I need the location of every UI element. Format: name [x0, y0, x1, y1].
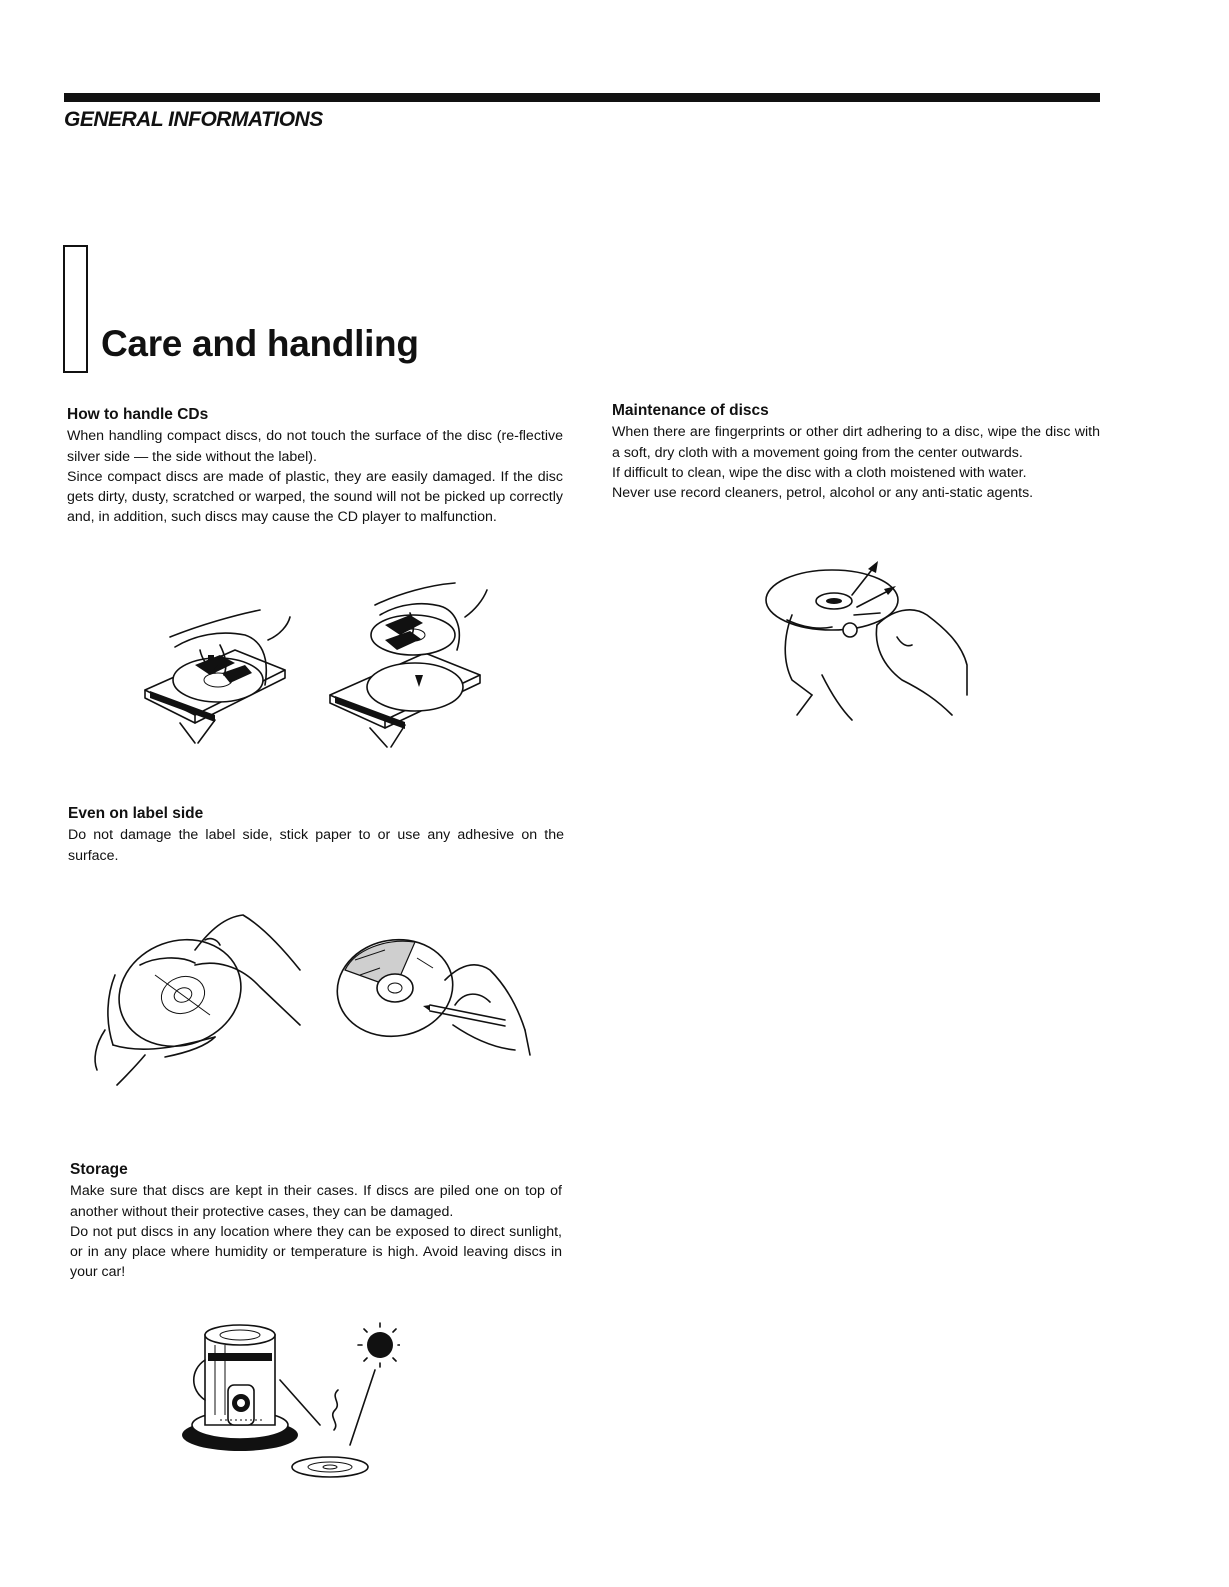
section-paragraph: Do not put discs in any location where they can be exposed to direct sunlight, or in any place where humidity or temperature is high. Avoid leaving discs in your car! — [70, 1223, 562, 1281]
hand-holding-disc-icon — [85, 905, 310, 1090]
chapter-title: Care and handling — [101, 323, 419, 364]
hand-wiping-disc-icon — [762, 555, 977, 725]
section-paragraph: Make sure that discs are kept in their cases. If discs are piled one on top of another without their protective cases, they can be damaged. — [70, 1183, 562, 1220]
section-heading: Storage — [70, 1161, 128, 1178]
hand-removing-disc-icon — [325, 575, 495, 750]
heater-sun-disc-icon — [180, 1315, 400, 1495]
section-paragraph: When there are fingerprints or other dirt adhering to a disc, wipe the disc with a soft, dry cloth with a movement going from the center outwards. — [612, 424, 1100, 461]
section-paragraph: Never use record cleaners, petrol, alcohol or any anti-static agents. — [612, 485, 1034, 502]
section-paragraph: Do not damage the label side, stick paper to or use any adhesive on the surface. — [68, 827, 564, 864]
section-paragraph: If difficult to clean, wipe the disc with a cloth moistened with water. — [612, 464, 1027, 481]
section-label-side — [68, 804, 564, 866]
hand-placing-disc-icon — [140, 595, 300, 745]
section-heading: Even on label side — [68, 805, 204, 822]
section-heading: Maintenance of discs — [612, 402, 769, 419]
section-maintenance — [612, 401, 1100, 503]
section-how-to-handle — [67, 405, 563, 528]
section-paragraph: When handling compact discs, do not touch the surface of the disc (re-flective silver side — the side without the label). — [67, 428, 563, 465]
section-storage — [70, 1160, 562, 1283]
section-paragraph: Since compact discs are made of plastic, they are easily damaged. If the disc gets dirty, dusty, scratched or warped, the sound will not be picked up correctly and, in addition, such discs may cause the CD player to malfunction. — [67, 468, 563, 526]
header-rule — [64, 93, 1100, 102]
pen-writing-on-disc-icon — [325, 930, 535, 1065]
chapter-marker-box — [63, 245, 88, 373]
section-label: GENERAL INFORMATIONS — [64, 108, 323, 131]
section-heading: How to handle CDs — [67, 406, 209, 423]
